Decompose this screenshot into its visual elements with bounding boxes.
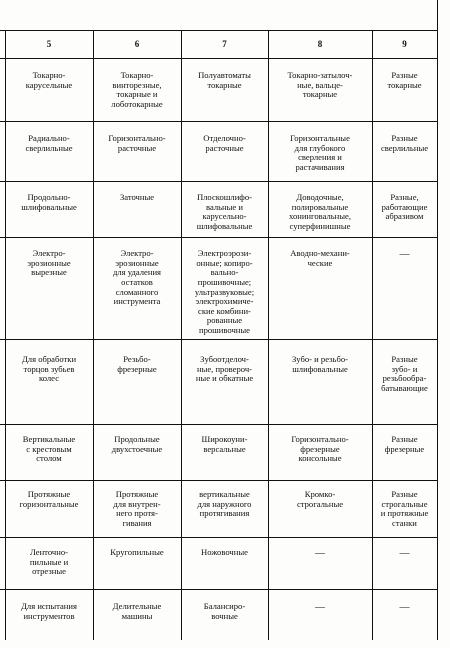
table-cell: Протяжные для внутрен- него протя- гивания <box>113 489 161 528</box>
table-cell: Резьбо- фрезерные <box>117 354 157 374</box>
table-cell: — <box>399 548 410 559</box>
table-cell: Для испытания инструментов <box>21 601 77 621</box>
table-cell: Ленточно- пильные и отрезные <box>29 547 69 577</box>
table-cell: Разные сверлильные <box>380 133 429 153</box>
table-cell: Зубо- и резьбо- шлифовальные <box>292 354 348 374</box>
table-cell: — <box>399 249 410 260</box>
table-cell: Разные зубо- и резьбообра- батывающие <box>381 354 428 393</box>
table-cell: Разные фрезерные <box>384 434 425 454</box>
table-cell: Полуавтоматы токарные <box>198 70 251 90</box>
column-header: 6 <box>134 39 140 49</box>
table-cell: Отделочно- расточные <box>203 133 246 153</box>
column-header: 7 <box>222 39 227 49</box>
table-cell: Электро- эрозионные для удаления остатков сломанного инструмента <box>112 248 162 307</box>
table-cell: Ножовочные <box>201 547 248 557</box>
table-cell: — <box>315 548 325 559</box>
column-header: 5 <box>46 39 52 49</box>
table-cell: Горизонтально- расточные <box>108 133 166 153</box>
table-cell: — <box>399 602 410 613</box>
table-cell: Вертикальные с крестовым столом <box>22 434 76 464</box>
table-cell: Кромко- строгальные <box>296 489 344 509</box>
table-cell: Токарно- карусельные <box>25 70 73 90</box>
table-cell: Горизонтальные для глубокого сверления и растачивания <box>290 133 350 172</box>
table-cell: Балансиро- вочные <box>203 601 246 621</box>
table-cell: Протяжные горизонтальные <box>19 489 79 509</box>
table-cell: Доводочные, полировальные хонинговальные, суперфинишные <box>288 192 352 231</box>
table-cell: Продольные двухстоечные <box>111 434 163 454</box>
table-cell: Кругопильные <box>110 547 164 557</box>
table-cell: Продольно- шлифовальные <box>21 192 77 212</box>
column-header: 8 <box>317 39 323 49</box>
table-cell: Широкоуни- версальные <box>201 434 248 454</box>
table-cell: Аводно-механи- ческие <box>290 248 350 268</box>
table-cell: Делительные машины <box>112 601 162 621</box>
table-cell: Токарно- винторезные, токарные и лоботокарные <box>111 70 163 109</box>
table-cell: Горизонтально- фрезерные консольные <box>291 434 349 464</box>
table-cell: Радиально- сверлильные <box>25 133 73 153</box>
column-header: 9 <box>402 39 407 49</box>
table-cell: Токарно-затылоч- ные, вальце- токарные <box>287 70 353 100</box>
table-cell: Разные, работающие абразивом <box>381 192 428 222</box>
table-cell: Зубоотделоч- ные, провероч- ные и обкатные <box>195 354 254 384</box>
table-cell: Электро- эрозионные вырезные <box>27 248 71 278</box>
table-cell: вертикальные для наружного протягивания <box>197 489 252 519</box>
right-edge-rule <box>437 0 438 640</box>
table-cell: Разные строгальные и протяжные станки <box>380 489 429 528</box>
table-cell: Для обработки торцов зубьев колес <box>21 354 77 384</box>
table-cell: Заточные <box>119 192 155 202</box>
table-cell: Плоскошлифо- вальные и карусельно- шлифовальные <box>196 192 253 231</box>
table-cell: Разные токарные <box>387 70 422 90</box>
table-cell: — <box>315 602 325 613</box>
table-cell: Электроэрози- онные; копиро- вально- прошивочные; ультразвуковые; электрохимиче- ские комбини- рованные прошивочные <box>194 248 255 335</box>
